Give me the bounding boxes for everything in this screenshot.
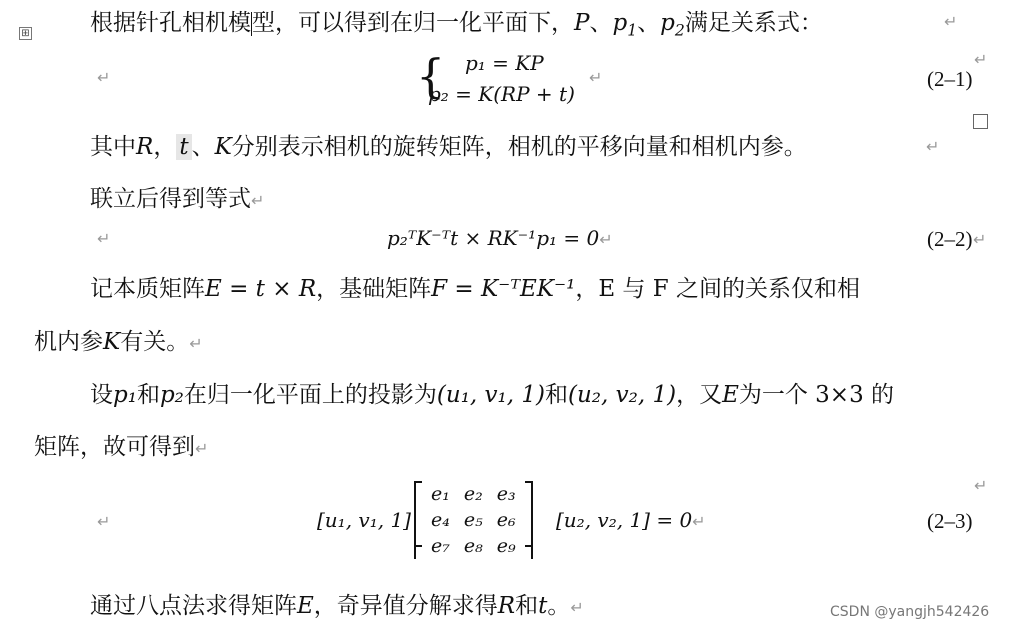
paragraph-4-line-1 (90, 274, 860, 304)
return-mark-icon (974, 50, 987, 69)
var-t-highlighted: t (176, 134, 191, 160)
p5-text-f: 为一个 3×3 的 (738, 382, 895, 408)
return-mark-icon (973, 230, 986, 249)
var-E: E (297, 593, 314, 619)
equation-number-2-1: (2‒1) (927, 67, 973, 91)
p5-text-a: 设 (90, 382, 113, 408)
matrix-cell: e₅ (463, 509, 483, 531)
return-mark-icon (926, 137, 939, 156)
matrix-row (424, 507, 523, 533)
p6-text-d: 。 (547, 593, 571, 619)
equation-2-2 (387, 226, 613, 250)
var-P: P (574, 10, 590, 36)
equation-text: p₁ = KP (465, 51, 544, 75)
return-mark-icon (944, 12, 957, 31)
return-mark-icon (189, 334, 202, 353)
object-anchor-icon[interactable] (973, 114, 988, 129)
matrix-E (414, 481, 533, 563)
p3-text: 联立后得到等式 (90, 186, 251, 212)
var-R: R (136, 134, 154, 160)
var-p: p (612, 10, 628, 36)
return-mark-icon (692, 512, 705, 531)
p6-text-a: 通过八点法求得矩阵 (90, 593, 297, 619)
return-mark-icon (195, 439, 208, 458)
subscript: 1 (627, 20, 638, 40)
brace-symbol: { (416, 49, 446, 103)
paragraph-6 (90, 591, 584, 623)
tuple-2: (u₂, v₂, 1) (567, 382, 677, 408)
var-p2 (660, 10, 685, 40)
p4-text-c: ，E 与 F 之间的关系仅和相 (575, 276, 860, 302)
matrix-cell: e₂ (463, 483, 483, 505)
p5-text-b: 和 (136, 382, 160, 408)
matrix-cell: e₇ (431, 535, 450, 557)
separator: ， (153, 134, 177, 160)
equation-text: [u₁, v₁, 1] (317, 508, 411, 532)
var-K: K (214, 134, 232, 160)
p5-text-e: ，又 (676, 382, 723, 408)
return-mark-icon (599, 230, 612, 249)
separator: 、 (191, 134, 215, 160)
tuple-1: (u₁, v₁, 1) (436, 382, 545, 408)
paragraph-3 (90, 184, 264, 216)
return-mark-icon (97, 229, 110, 248)
var-p1: p₁ (113, 382, 137, 408)
p4-text-b: ，基础矩阵 (316, 276, 432, 302)
matrix-table (424, 481, 523, 559)
var-K: K (103, 329, 121, 355)
separator: 、 (637, 10, 661, 36)
equation-text: [u₂, v₂, 1] = 0 (556, 508, 693, 532)
equation-2-3-left (317, 508, 411, 532)
p4-text-a: 记本质矩阵 (90, 276, 205, 302)
p5-text-c: 在归一化平面上的投影为 (183, 382, 437, 408)
var-p1 (612, 10, 638, 40)
equation-2-1-line-2 (428, 82, 575, 106)
p5-line2: 矩阵，故可得到 (34, 434, 195, 460)
paragraph-1 (90, 8, 823, 38)
p4-line2-b: 有关。 (120, 329, 190, 355)
paragraph-5-line-1 (90, 380, 894, 410)
formula-fundamental-matrix: F = K⁻ᵀEK⁻¹ (431, 276, 576, 302)
var-t: t (538, 593, 548, 619)
matrix-cell: e₄ (431, 509, 450, 531)
var-p2: p₂ (159, 382, 184, 408)
return-mark-icon (974, 476, 987, 495)
separator: 、 (589, 10, 613, 36)
equation-text: p₂ᵀK⁻ᵀt × RK⁻¹p₁ = 0 (387, 226, 600, 250)
p2-text-a: 其中 (90, 134, 136, 160)
equation-2-3-right (556, 508, 706, 532)
matrix-cell: e₈ (463, 535, 483, 557)
matrix-row (424, 481, 523, 507)
p1-text-end: 满足关系式： (684, 10, 823, 36)
var-p: p (660, 10, 675, 36)
paragraph-2 (90, 132, 807, 162)
return-mark-icon (97, 512, 110, 531)
matrix-cell: e₃ (496, 483, 516, 505)
equation-number-2-2: (2‒2) (927, 227, 973, 251)
equation-text: p₂ = K(RP + t) (428, 82, 575, 106)
p1-text-a: 根据针孔相机模 (90, 10, 251, 36)
p6-text-c: 和 (515, 593, 539, 619)
p6-text-b: ，奇异值分解求得 (313, 593, 498, 619)
matrix-cell: e₆ (496, 509, 516, 531)
p4-line2-a: 机内参 (34, 329, 103, 355)
p2-text-end: 分别表示相机的旋转矩阵，相机的平移向量和相机内参。 (231, 134, 807, 160)
paragraph-5-line-2 (34, 432, 208, 464)
p5-text-d: 和 (544, 382, 568, 408)
subscript: 2 (674, 20, 685, 40)
return-mark-icon (251, 191, 264, 210)
equation-number-2-3: (2‒3) (927, 509, 973, 533)
matrix-brackets (414, 481, 533, 559)
formula-essential-matrix: E = t × R (205, 276, 317, 302)
matrix-cell: e₁ (431, 483, 450, 505)
return-mark-icon (97, 68, 110, 87)
paragraph-4-line-2 (34, 327, 203, 359)
watermark: CSDN @yangjh542426 (830, 604, 990, 620)
equation-2-1-line-1 (465, 51, 544, 75)
var-E: E (722, 382, 739, 408)
return-mark-icon (570, 598, 583, 617)
matrix-cell: e₉ (496, 535, 516, 557)
return-mark-icon (589, 68, 602, 87)
matrix-row (424, 533, 523, 559)
table-move-handle-icon[interactable]: ⊞ (19, 27, 32, 40)
p1-text-b: 型，可以得到在归一化平面下， (252, 10, 574, 36)
var-R: R (497, 593, 516, 619)
